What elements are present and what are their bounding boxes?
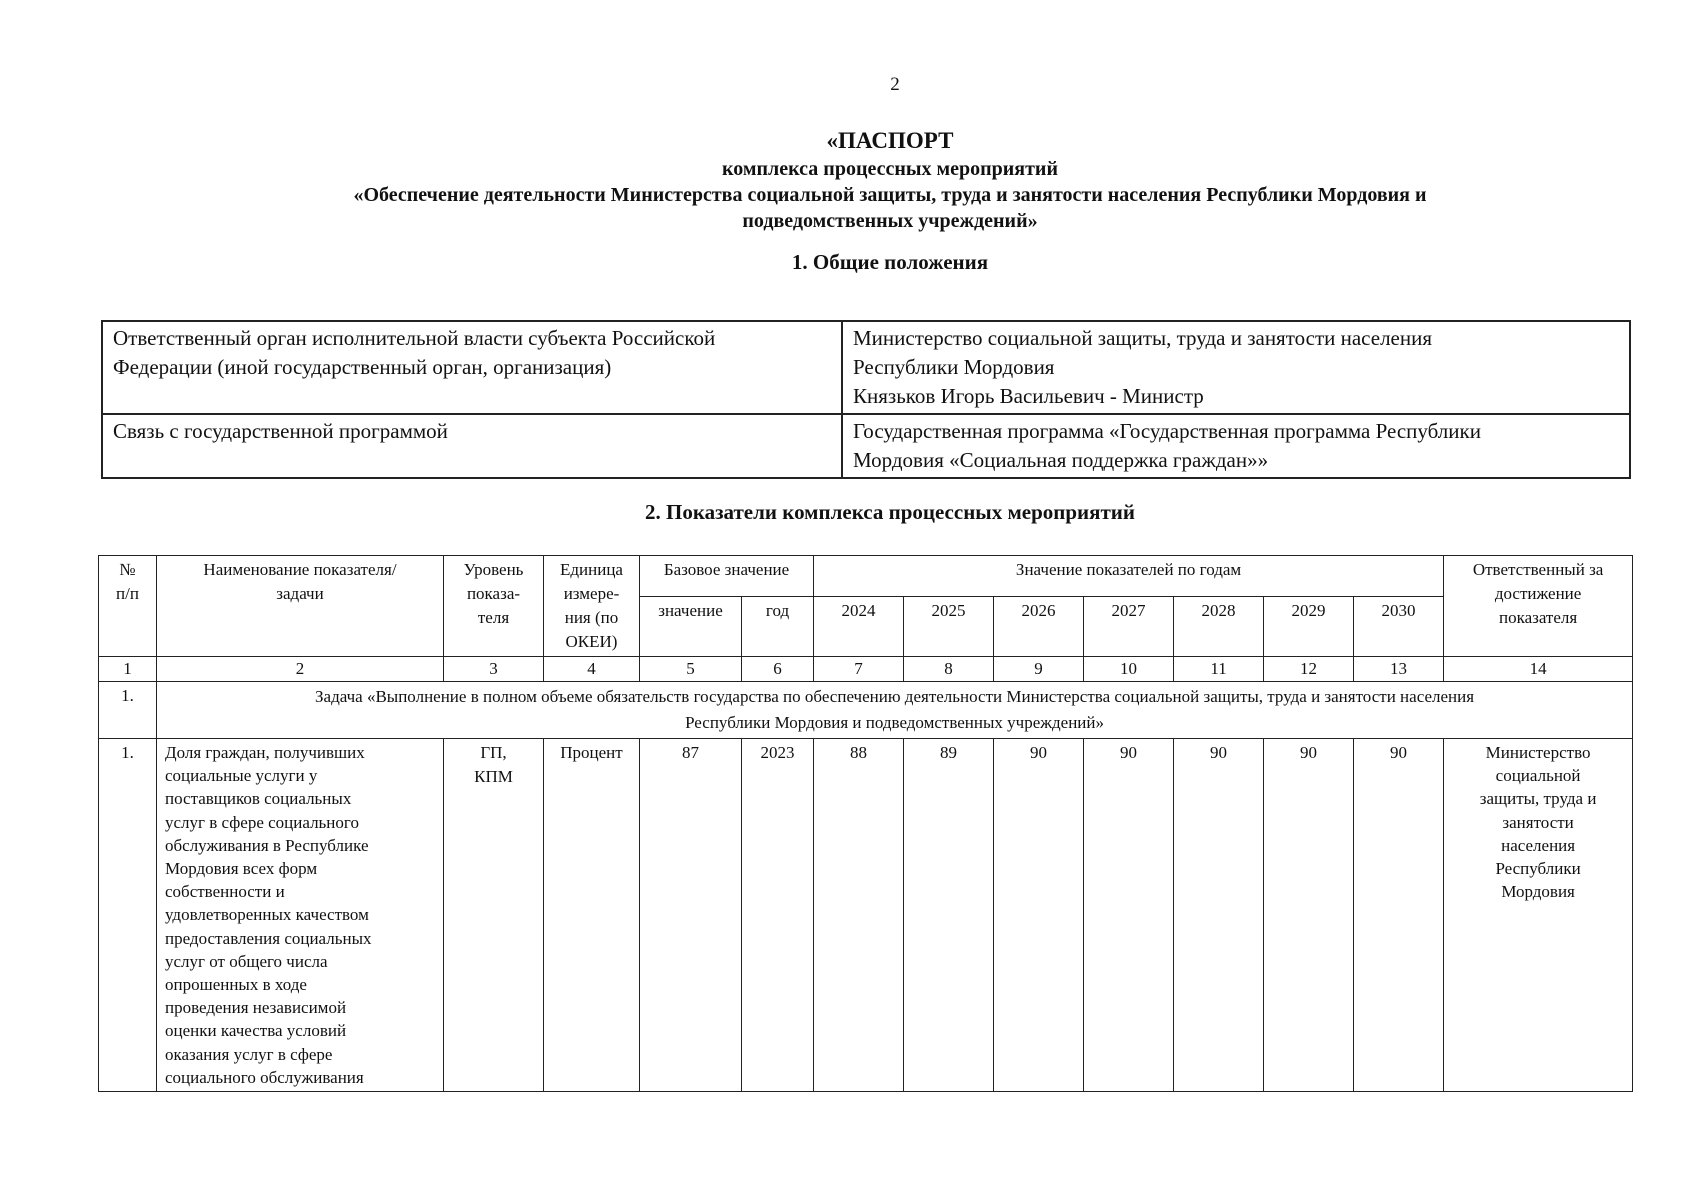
text-line: обслуживания в Республике xyxy=(165,835,369,855)
text-line: Государственная программа «Государственная программа Республики xyxy=(853,419,1481,443)
text-line: Задача «Выполнение в полном объеме обязательств государства по обеспечению деятельности Министерства социальной защиты, труда и занятости населения xyxy=(315,687,1475,706)
title-line-1: «ПАСПОРТ xyxy=(826,128,954,153)
general-provisions-table xyxy=(101,320,1631,479)
column-number: 10 xyxy=(1084,657,1174,682)
text-line: предоставления социальных xyxy=(165,928,372,948)
indicator-unit: Процент xyxy=(544,739,640,1092)
text-line: социальные услуги у xyxy=(165,766,318,786)
indicator-value-2027: 90 xyxy=(1084,739,1174,1092)
text-line: Республики xyxy=(1495,859,1581,879)
task-num: 1. xyxy=(99,682,157,739)
section-1-heading: 1. Общие положения xyxy=(791,250,989,274)
text-line: социальной xyxy=(1495,766,1581,786)
text-line: Мордовия «Социальная поддержка граждан»» xyxy=(853,448,1269,472)
header-num xyxy=(99,556,157,657)
column-number: 5 xyxy=(640,657,742,682)
header-year: 2027 xyxy=(1084,597,1174,657)
text-line: социального обслуживания xyxy=(165,1067,364,1087)
title-line-4: подведомственных учреждений» xyxy=(742,210,1038,232)
text-line: Ответственный орган исполнительной власти субъекта Российской xyxy=(113,326,716,350)
row-label xyxy=(102,321,842,414)
indicator-value-2029: 90 xyxy=(1264,739,1354,1092)
header-text: измере- xyxy=(563,584,620,603)
header-responsible xyxy=(1444,556,1633,657)
text-line: ГП, xyxy=(480,743,507,762)
header-year: 2024 xyxy=(814,597,904,657)
text-line: Князьков Игорь Васильевич - Министр xyxy=(853,384,1204,408)
text-line: Мордовия всех форм xyxy=(165,859,318,879)
column-number: 6 xyxy=(742,657,814,682)
header-year: 2029 xyxy=(1264,597,1354,657)
row-label xyxy=(102,414,842,478)
header-text: теля xyxy=(477,608,510,627)
indicator-value-2028: 90 xyxy=(1174,739,1264,1092)
header-text: показа- xyxy=(466,584,521,603)
indicator-value-2026: 90 xyxy=(994,739,1084,1092)
title-line-3: «Обеспечение деятельности Министерства социальной защиты, труда и занятости населения Республики Мордовия и xyxy=(353,184,1427,206)
task-row xyxy=(99,682,1633,739)
text-line: оценки качества условий xyxy=(165,1021,347,1041)
document-title xyxy=(100,126,1680,234)
header-name xyxy=(157,556,444,657)
row-value xyxy=(842,414,1630,478)
text-line: Мордовия xyxy=(1501,882,1575,902)
header-text: Единица xyxy=(560,560,623,579)
text-line: собственности и xyxy=(165,882,285,902)
header-text: ОКЕИ) xyxy=(565,632,618,651)
column-number: 9 xyxy=(994,657,1084,682)
text-line: Федерации (иной государственный орган, организация) xyxy=(113,355,612,379)
header-text: Ответственный за xyxy=(1472,560,1604,579)
header-text: задачи xyxy=(276,584,324,603)
indicator-base-year: 2023 xyxy=(742,739,814,1092)
header-level xyxy=(444,556,544,657)
column-number-row xyxy=(99,657,1633,682)
column-number: 8 xyxy=(904,657,994,682)
text-line: Министерство xyxy=(1485,743,1591,762)
column-number: 12 xyxy=(1264,657,1354,682)
text-line: защиты, труда и xyxy=(1479,789,1597,809)
text-line: услуг в сфере социального xyxy=(165,812,359,832)
text-line: КПМ xyxy=(474,767,513,786)
indicator-level xyxy=(444,739,544,1092)
header-text: достижение xyxy=(1494,584,1582,603)
indicator-responsible xyxy=(1444,739,1633,1092)
page-number: 2 xyxy=(890,74,900,95)
text-line: оказания услуг в сфере xyxy=(165,1044,333,1064)
header-text: № xyxy=(119,560,136,579)
indicator-value-2030: 90 xyxy=(1354,739,1444,1092)
column-number: 7 xyxy=(814,657,904,682)
header-base: Базовое значение xyxy=(640,556,814,597)
task-text xyxy=(157,682,1633,739)
header-row xyxy=(99,556,1633,597)
indicator-base-value: 87 xyxy=(640,739,742,1092)
header-text: п/п xyxy=(116,584,139,603)
header-year: 2026 xyxy=(994,597,1084,657)
text-line: Министерство социальной защиты, труда и занятости населения xyxy=(853,326,1433,350)
text-line: Доля граждан, получивших xyxy=(165,743,365,762)
header-text: Наименование показателя/ xyxy=(203,560,397,579)
title-line-2: комплекса процессных мероприятий xyxy=(722,158,1058,180)
text-line: проведения независимой xyxy=(165,998,347,1018)
column-number: 3 xyxy=(444,657,544,682)
text-line: Республики Мордовия и подведомственных учреждений» xyxy=(685,713,1105,732)
text-line: Связь с государственной программой xyxy=(113,419,448,443)
column-number: 1 xyxy=(99,657,157,682)
text-line: удовлетворенных качеством xyxy=(165,905,369,925)
header-year: 2028 xyxy=(1174,597,1264,657)
column-number: 14 xyxy=(1444,657,1633,682)
header-text: ния (по xyxy=(564,608,619,627)
indicator-name xyxy=(157,739,444,1092)
header-text: показателя xyxy=(1498,608,1578,627)
text-line: занятости xyxy=(1502,812,1574,832)
text-line: Республики Мордовия xyxy=(853,355,1055,379)
header-years-group: Значение показателей по годам xyxy=(814,556,1444,597)
text-line: поставщиков социальных xyxy=(165,789,352,809)
header-year: 2030 xyxy=(1354,597,1444,657)
text-line: опрошенных в ходе xyxy=(165,975,307,995)
header-base-value: значение xyxy=(640,597,742,657)
indicator-value-2025: 89 xyxy=(904,739,994,1092)
header-base-year: год xyxy=(742,597,814,657)
indicators-table xyxy=(98,555,1633,1092)
table-row xyxy=(102,414,1630,478)
header-text: Уровень xyxy=(463,560,524,579)
column-number: 13 xyxy=(1354,657,1444,682)
column-number: 4 xyxy=(544,657,640,682)
column-number: 2 xyxy=(157,657,444,682)
indicator-num: 1. xyxy=(99,739,157,1092)
row-value xyxy=(842,321,1630,414)
table-row xyxy=(102,321,1630,414)
indicator-value-2024: 88 xyxy=(814,739,904,1092)
indicator-row xyxy=(99,739,1633,1092)
text-line: населения xyxy=(1501,835,1576,855)
column-number: 11 xyxy=(1174,657,1264,682)
text-line: услуг от общего числа xyxy=(165,951,328,971)
header-year: 2025 xyxy=(904,597,994,657)
section-2-heading: 2. Показатели комплекса процессных мероприятий xyxy=(644,500,1135,524)
header-unit xyxy=(544,556,640,657)
